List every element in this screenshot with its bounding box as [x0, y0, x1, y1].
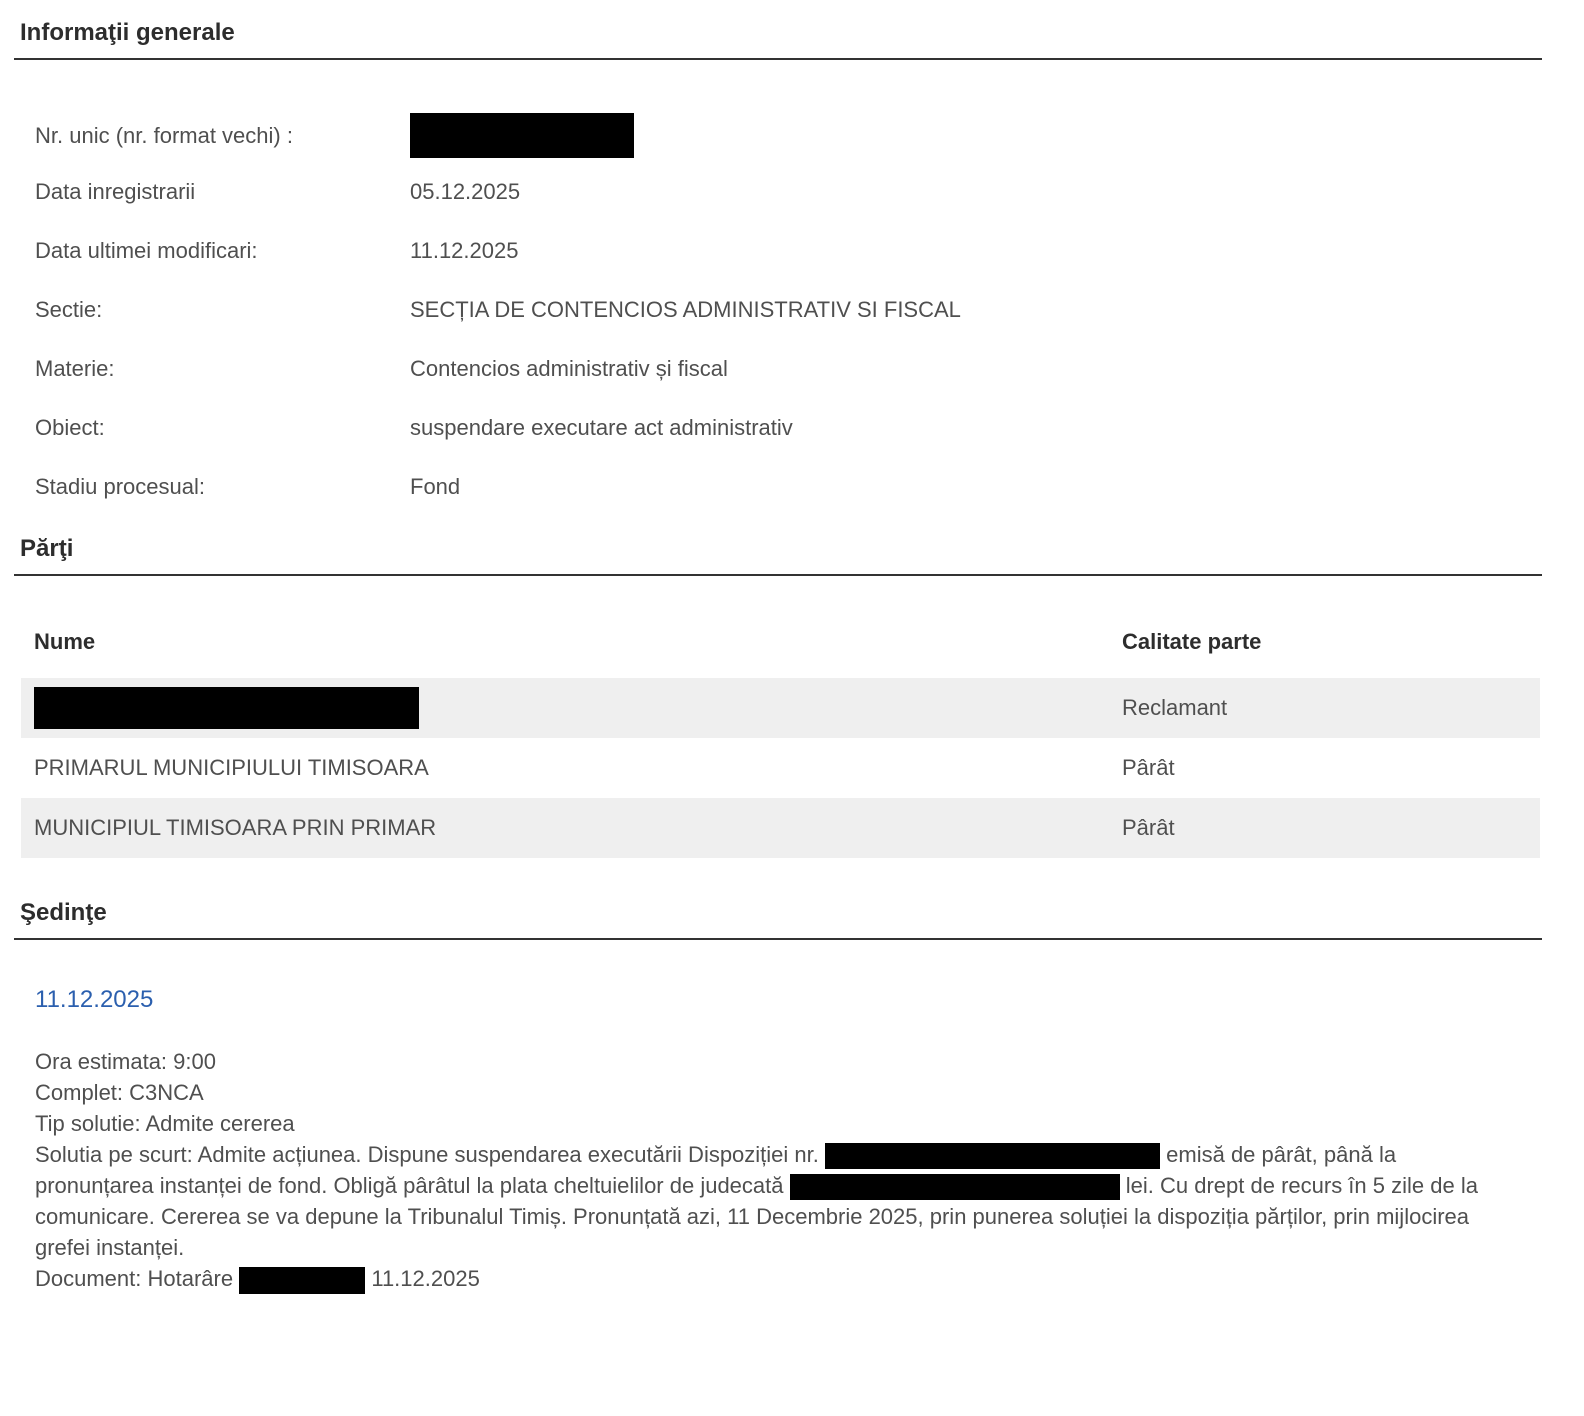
info-label-nr-unic: Nr. unic (nr. format vechi) :: [35, 123, 293, 148]
section-title-parti: Părţi: [14, 534, 1542, 576]
redacted-party-name: [34, 687, 419, 729]
info-label-data-modificari: Data ultimei modificari:: [35, 238, 258, 263]
party-role-cell: Pârât: [1122, 815, 1175, 840]
info-row-materie: [35, 357, 1542, 380]
parties-header-calitate: Calitate parte: [1122, 629, 1262, 654]
hearing-date-link[interactable]: 11.12.2025: [35, 986, 154, 1013]
info-row-obiect: [35, 416, 1542, 439]
info-row-nr-unic: [35, 113, 1542, 158]
hearing-ora-estimata: Ora estimata: 9:00: [35, 1049, 216, 1074]
party-name-cell: [21, 687, 1117, 729]
hearing-entry: [35, 940, 1542, 1294]
info-row-data-inregistrarii: [35, 180, 1542, 203]
info-label-data-inregistrarii: Data inregistrarii: [35, 179, 196, 204]
table-row: [21, 678, 1540, 738]
solutia-text-between: emisă de pârât, până la pronunțarea instanței de fond. Obligă pârâtul la plata cheltuielilor de judecată: [35, 1142, 1397, 1198]
info-row-stadiu-procesual: [35, 475, 1542, 498]
info-row-sectie: [35, 298, 1542, 321]
hearing-complet: Complet: C3NCA: [35, 1080, 204, 1105]
hearing-details: [35, 1046, 1513, 1294]
document-date: 11.12.2025: [371, 1266, 480, 1291]
section-title-sedinte: Şedinţe: [14, 898, 1542, 940]
redacted-case-number: [410, 113, 634, 158]
redacted-amount: [790, 1174, 1120, 1200]
info-label-stadiu-procesual: Stadiu procesual:: [35, 474, 205, 499]
solutia-text-after: lei. Cu drept de recurs în 5 zile de la comunicare. Cererea se va depune la Tribunalul Timiș. Pronunțată azi, 11 Decembrie 2025, prin punerea soluției la dispoziția părților, prin mijlocirea grefei instanței.: [35, 1173, 1478, 1260]
hearing-document: [35, 1263, 1513, 1294]
redacted-dispozitie-number: [825, 1143, 1160, 1169]
table-row: [21, 738, 1540, 798]
party-name-cell: PRIMARUL MUNICIPIULUI TIMISOARA: [34, 755, 429, 780]
table-row: [21, 798, 1540, 858]
info-value-data-inregistrarii: 05.12.2025: [410, 179, 521, 204]
info-value-stadiu-procesual: Fond: [410, 474, 461, 499]
parties-table-header: [21, 629, 1540, 655]
info-value-obiect: suspendare executare act administrativ: [410, 415, 793, 440]
party-name-cell: MUNICIPIUL TIMISOARA PRIN PRIMAR: [34, 815, 437, 840]
info-label-obiect: Obiect:: [35, 415, 105, 440]
hearing-tip-solutie: Tip solutie: Admite cererea: [35, 1111, 295, 1136]
redacted-document-number: [239, 1267, 365, 1294]
general-info-list: [35, 113, 1542, 498]
parties-table: [21, 629, 1540, 858]
info-label-materie: Materie:: [35, 356, 115, 381]
party-role-cell: Reclamant: [1122, 695, 1228, 720]
info-label-sectie: Sectie:: [35, 297, 103, 322]
info-value-data-modificari: 11.12.2025: [410, 238, 519, 263]
document-label: Document: Hotarâre: [35, 1266, 234, 1291]
hearing-solutia-pe-scurt: [35, 1139, 1513, 1263]
info-row-data-modificari: [35, 239, 1542, 262]
info-value-sectie: SECȚIA DE CONTENCIOS ADMINISTRATIV SI FISCAL: [410, 297, 961, 322]
solutia-text-before: Solutia pe scurt: Admite acțiunea. Dispune suspendarea executării Dispoziției nr.: [35, 1142, 819, 1167]
parties-header-nume: Nume: [34, 629, 96, 654]
section-title-informatii-generale: Informaţii generale: [14, 18, 1542, 60]
info-value-materie: Contencios administrativ și fiscal: [410, 356, 728, 381]
party-role-cell: Pârât: [1122, 755, 1175, 780]
